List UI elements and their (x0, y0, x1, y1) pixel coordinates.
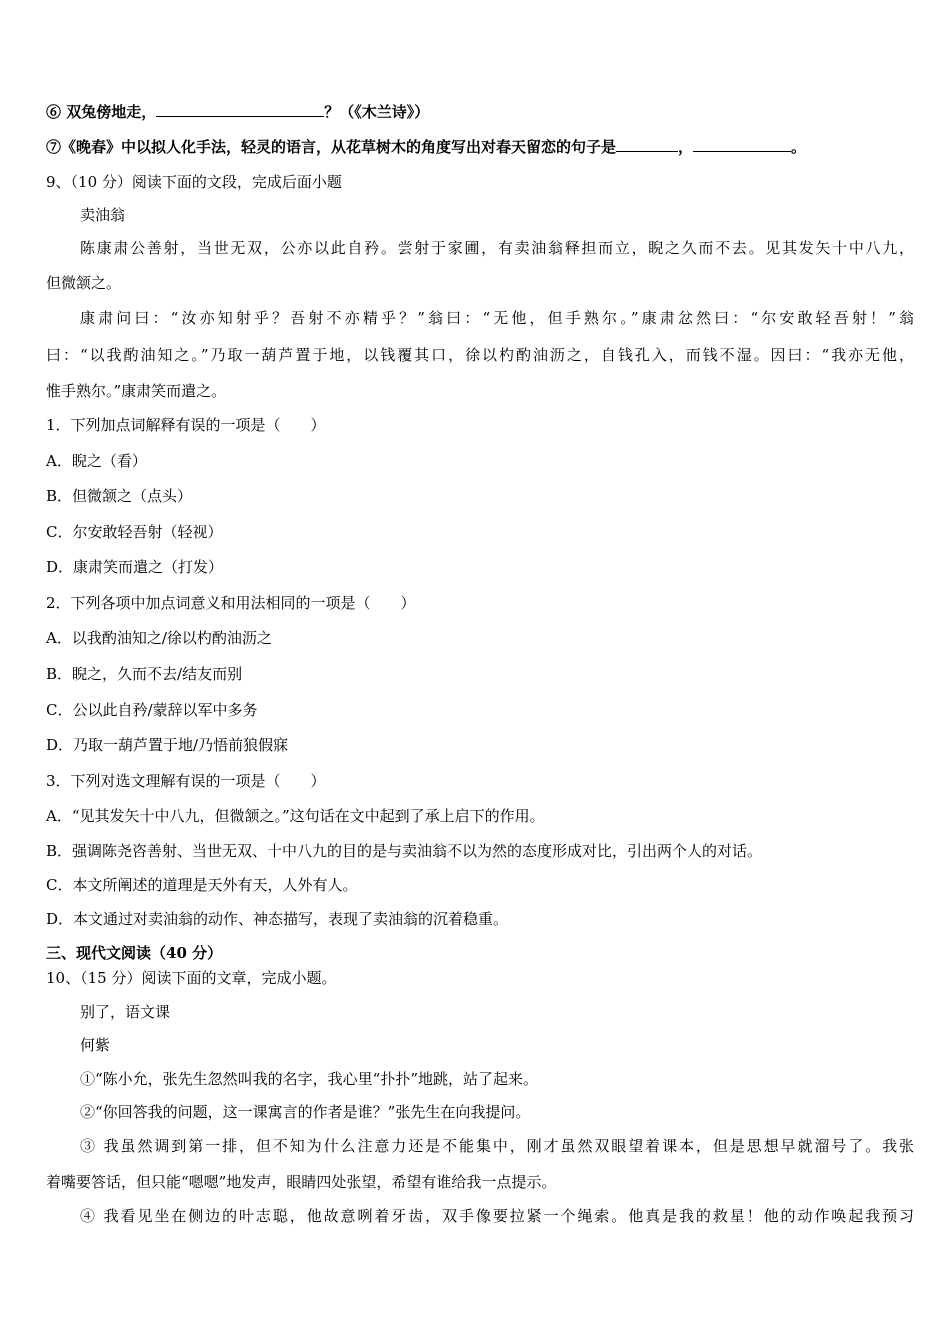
article-paragraph: ④ 我看见坐在侧边的叶志聪，他故意咧着牙齿，双手像要拉紧一个绳索。他真是我的救星！他的动作唤起我预习 (80, 1207, 914, 1225)
question-9-header: 9、（10 分）阅读下面的文段，完成后面小题 (46, 173, 342, 191)
option-item[interactable]: D．本文通过对卖油翁的动作、神态描写，表现了卖油翁的沉着稳重。 (46, 910, 509, 928)
passage-line: 陈康肃公善射，当世无双，公亦以此自矜。尝射于家圃，有卖油翁释担而立，睨之久而不去。见其发矢十中八九， (80, 239, 914, 257)
fill-item-7: ⑦《晚春》中以拟人化手法，轻灵的语言，从花草树木的角度写出对春天留恋的句子是 ， 。 (46, 138, 807, 156)
option-item[interactable]: A．睨之（看） (46, 452, 147, 470)
question-10-header: 10、（15 分）阅读下面的文章，完成小题。 (46, 969, 337, 987)
option-item[interactable]: D．康肃笑而遣之（打发） (46, 558, 224, 576)
question-stem: 1．下列加点词解释有误的一项是（ ） (46, 416, 326, 434)
answer-blank[interactable] (693, 137, 791, 152)
option-item[interactable]: C．尔安敢轻吾射（轻视） (46, 523, 223, 541)
article-paragraph: ①“陈小允，张先生忽然叫我的名字，我心里“扑扑”地跳，站了起来。 (80, 1070, 539, 1088)
option-item[interactable]: A．“见其发矢十中八九，但微颔之。”这句话在文中起到了承上启下的作用。 (46, 807, 545, 825)
passage-line: 惟手熟尔。”康肃笑而遣之。 (46, 382, 227, 400)
question-stem: 3．下列对选文理解有误的一项是（ ） (46, 772, 326, 790)
article-paragraph: ③ 我虽然调到第一排，但不知为什么注意力还是不能集中，刚才虽然双眼望着课本，但是思想早就溜号了。我张 (80, 1137, 914, 1155)
fill-item-6: ⑥ 双兔傍地走， ？（《木兰诗》） (46, 103, 430, 121)
article-paragraph: ②“你回答我的问题，这一课寓言的作者是谁？”张先生在向我提问。 (80, 1103, 531, 1121)
option-item[interactable]: C．本文所阐述的道理是天外有天，人外有人。 (46, 876, 358, 894)
answer-blank[interactable] (616, 137, 678, 152)
option-item[interactable]: B．但微颔之（点头） (46, 487, 193, 505)
article-paragraph: 着嘴要答话，但只能“嗯嗯”地发声，眼睛四处张望，希望有谁给我一点提示。 (46, 1173, 557, 1191)
passage-line: 但微颔之。 (46, 274, 122, 292)
article-title: 别了，语文课 (80, 1003, 171, 1021)
answer-blank[interactable] (156, 102, 324, 117)
option-item[interactable]: D．乃取一葫芦置于地/乃悟前狼假寐 (46, 736, 289, 754)
passage-line: 康肃问曰：“汝亦知射乎？吾射不亦精乎？”翁曰：“无他，但手熟尔。”康肃忿然曰：“尔安敢轻吾射！”翁 (80, 309, 914, 327)
option-item[interactable]: C．公以此自矜/蒙辞以军中多务 (46, 701, 258, 719)
passage-title: 卖油翁 (80, 206, 126, 224)
passage-line: 曰：“以我酌油知之。”乃取一葫芦置于地，以钱覆其口，徐以杓酌油沥之，自钱孔入，而钱不湿。因曰：“我亦无他， (46, 346, 914, 364)
option-item[interactable]: B．强调陈尧咨善射、当世无双、十中八九的目的是与卖油翁不以为然的态度形成对比，引出两个人的对话。 (46, 842, 763, 860)
option-item[interactable]: B．睨之，久而不去/结友而别 (46, 665, 243, 683)
question-stem: 2．下列各项中加点词意义和用法相同的一项是（ ） (46, 594, 416, 612)
option-item[interactable]: A．以我酌油知之/徐以杓酌油沥之 (46, 629, 272, 647)
section-heading: 三、现代文阅读（40 分） (46, 944, 223, 962)
article-author: 何紫 (80, 1036, 111, 1054)
